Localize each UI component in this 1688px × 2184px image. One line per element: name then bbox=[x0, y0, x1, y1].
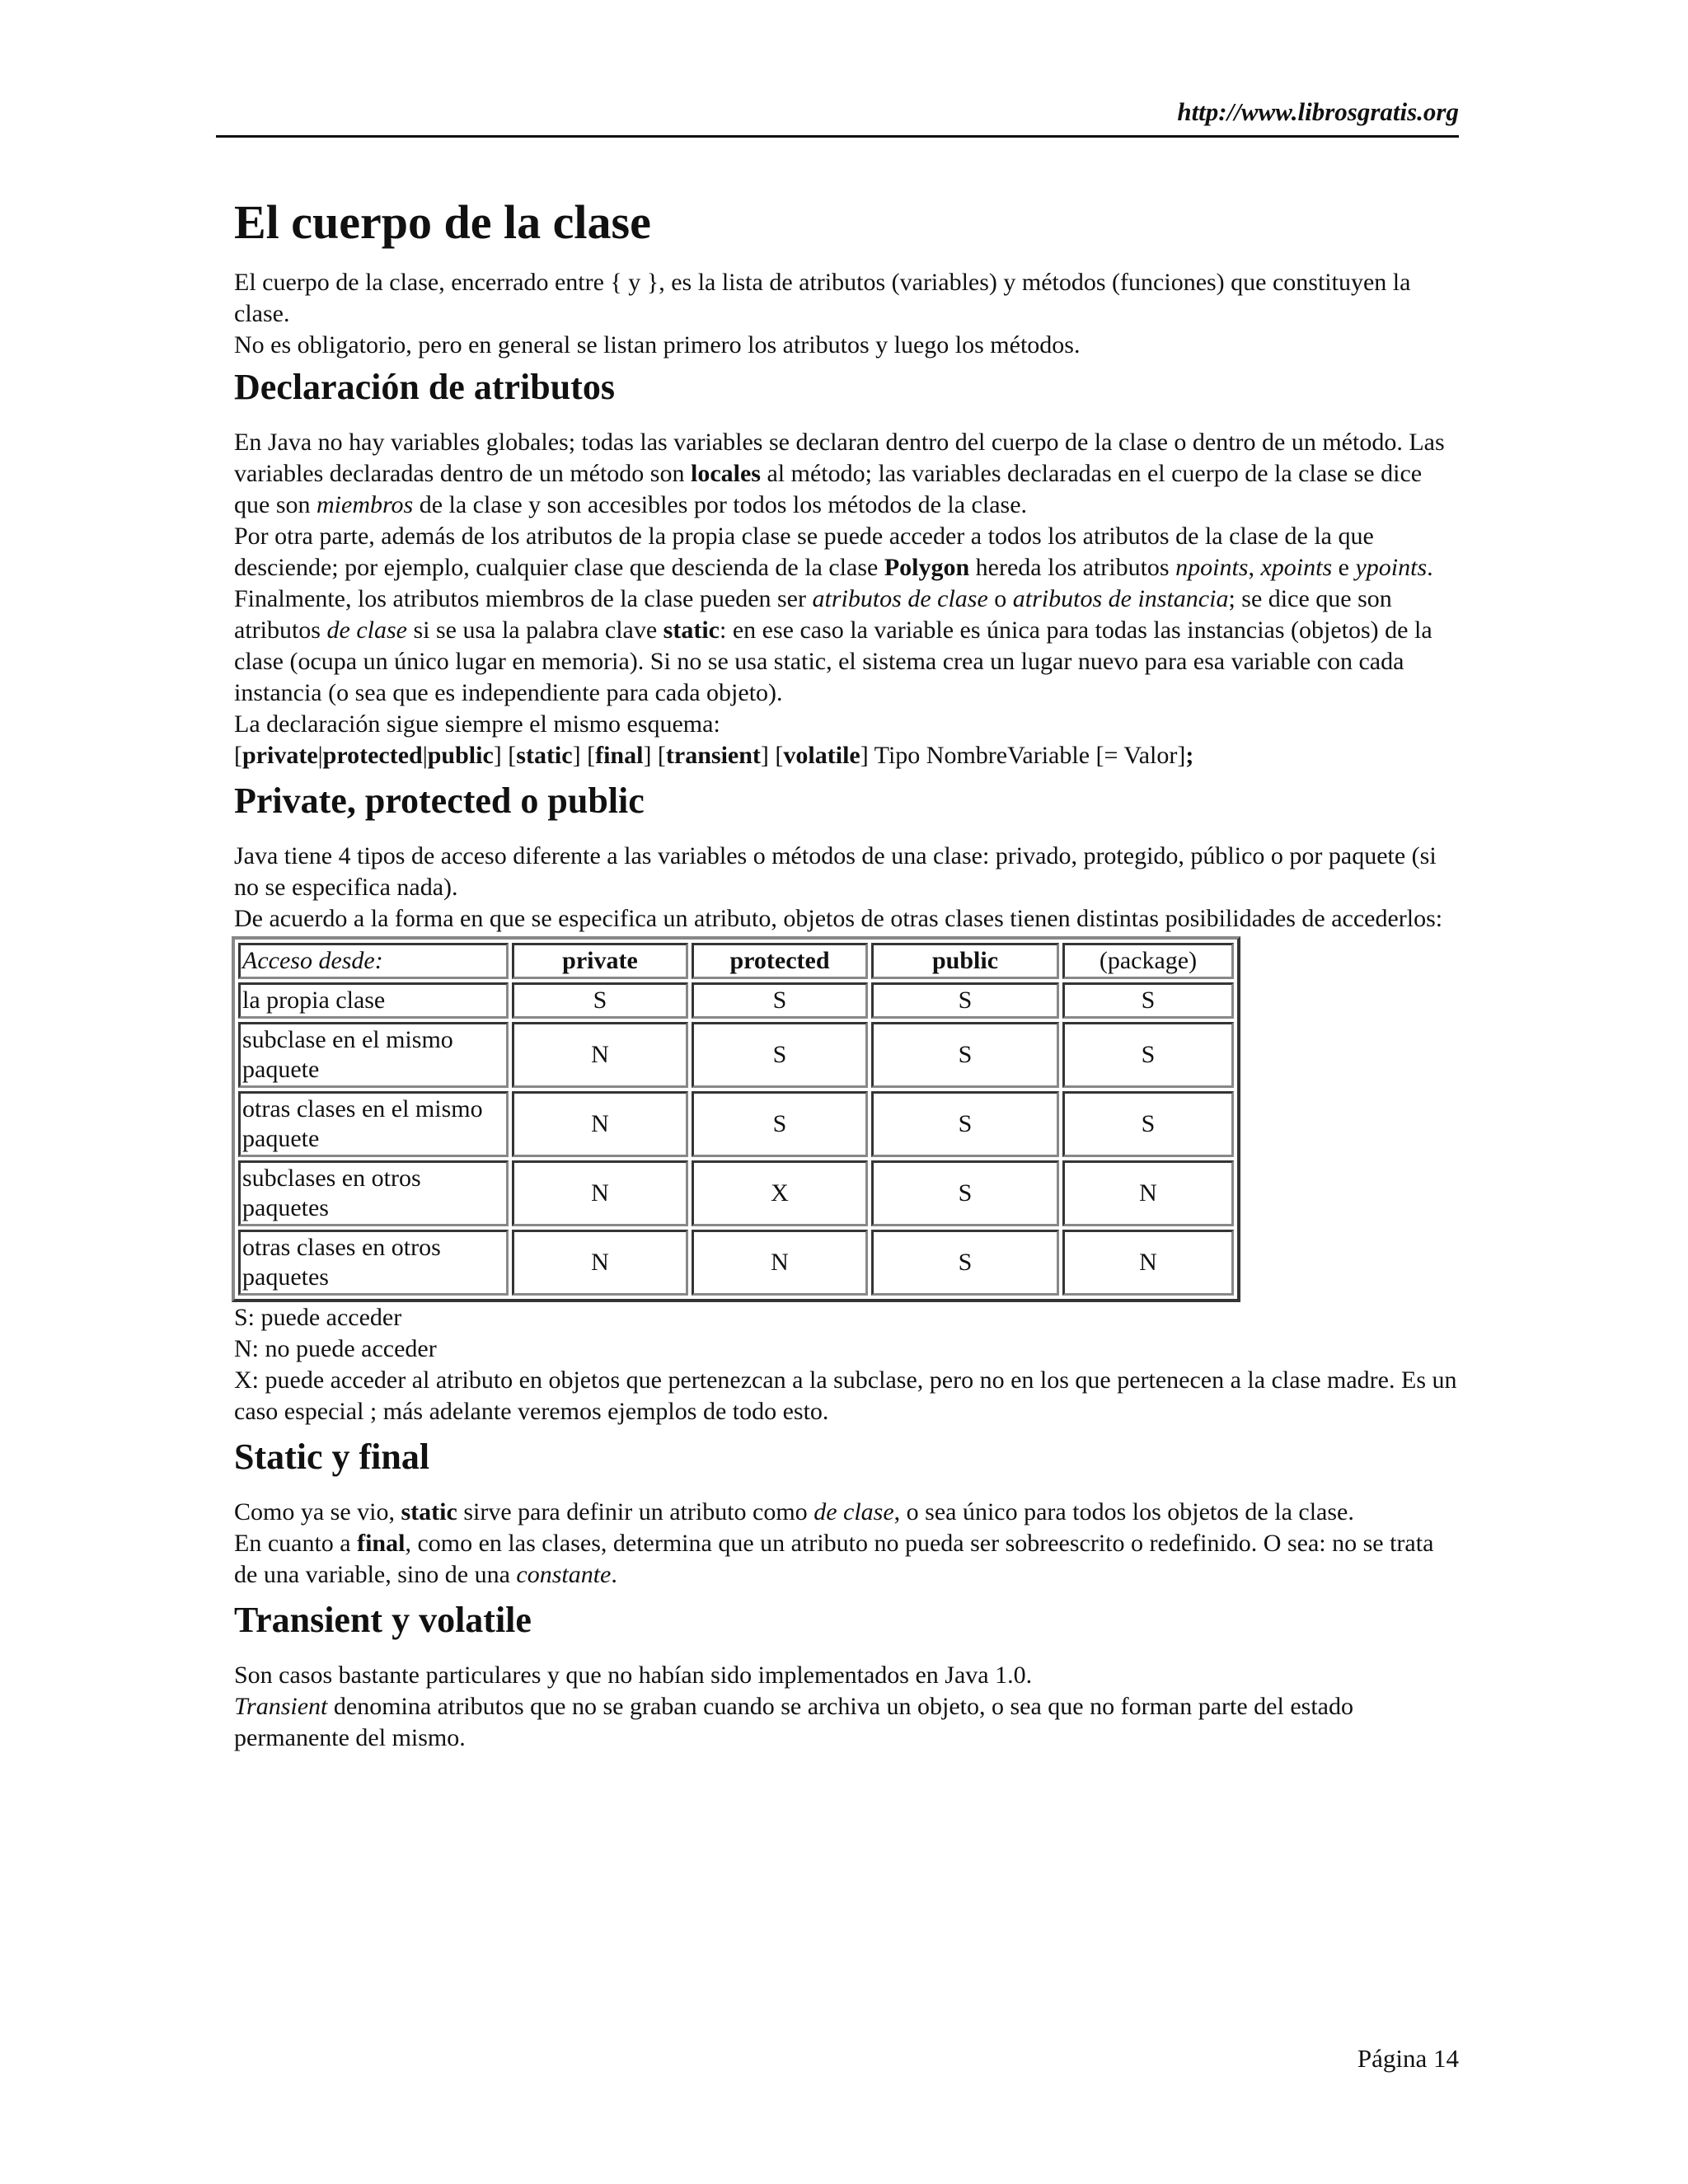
table-cell: S bbox=[692, 1091, 868, 1157]
table-cell: N bbox=[1062, 1230, 1234, 1296]
legend-s: S: puede acceder bbox=[234, 1304, 402, 1331]
table-row bbox=[238, 1091, 1234, 1157]
table-cell: N bbox=[512, 1091, 688, 1157]
table-cell: N bbox=[512, 1230, 688, 1296]
heading-static-final: Static y final bbox=[234, 1436, 430, 1477]
intro-paragraph-1: El cuerpo de la clase, encerrado entre { y }, es la lista de atributos (variables) y métodos (funciones) que constituyen la clase. bbox=[234, 269, 1411, 327]
document-body bbox=[234, 193, 1459, 1754]
decl-paragraph-1: En Java no hay variables globales; todas las variables se declaran dentro del cuerpo de la clase o dentro de un método. Las variables declaradas dentro de un método son locales al método; las variables declaradas en el cuerpo de la clase se dice que son miembros de la clase y son accesibles por todos los métodos de la clase. bbox=[234, 429, 1445, 518]
table-header-row bbox=[238, 943, 1234, 979]
table-row bbox=[238, 1230, 1234, 1296]
table-cell: S bbox=[692, 1022, 868, 1088]
table-cell: N bbox=[692, 1230, 868, 1296]
table-cell: subclases en otros paquetes bbox=[238, 1160, 509, 1226]
heading-transient: Transient y volatile bbox=[234, 1600, 532, 1640]
table-cell: S bbox=[692, 982, 868, 1019]
heading-declaracion: Declaración de atributos bbox=[234, 367, 615, 407]
table-cell: S bbox=[512, 982, 688, 1019]
legend-x: X: puede acceder al atributo en objetos que pertenezcan a la subclase, pero no en los que pertenecen a la clase madre. Es un caso especial ; más adelante veremos ejemplos de todo esto. bbox=[234, 1366, 1457, 1425]
table-header-cell: (package) bbox=[1062, 943, 1234, 979]
decl-paragraph-3: Finalmente, los atributos miembros de la clase pueden ser atributos de clase o atributos de instancia; se dice que son atributos de clase si se usa la palabra clave static: en ese caso la variable es única para todas las instancias (objetos) de la clase (ocupa un único lugar en memoria). Si no se usa static, el sistema crea un lugar nuevo para esa variable con cada instancia (o sea que es independiente para cada objeto). bbox=[234, 585, 1432, 706]
header-divider bbox=[216, 135, 1459, 138]
table-cell: N bbox=[512, 1022, 688, 1088]
table-row bbox=[238, 982, 1234, 1019]
transient-paragraph-1: Son casos bastante particulares y que no habían sido implementados en Java 1.0. bbox=[234, 1661, 1033, 1689]
table-cell: S bbox=[871, 1022, 1059, 1088]
transient-paragraph-2: Transient denomina atributos que no se graban cuando se archiva un objeto, o sea que no forman parte del estado permanente del mismo. bbox=[234, 1693, 1353, 1751]
legend-n: N: no puede acceder bbox=[234, 1335, 437, 1362]
access-paragraph-1: Java tiene 4 tipos de acceso diferente a las variables o métodos de una clase: privado, protegido, público o por paquete (si no se especifica nada). bbox=[234, 842, 1437, 901]
heading-access: Private, protected o public bbox=[234, 780, 645, 821]
table-header-cell: protected bbox=[692, 943, 868, 979]
table-cell: S bbox=[1062, 1022, 1234, 1088]
table-cell: X bbox=[692, 1160, 868, 1226]
table-row bbox=[238, 1022, 1234, 1088]
table-cell: S bbox=[1062, 1091, 1234, 1157]
header-url[interactable]: http://www.librosgratis.org bbox=[1177, 97, 1459, 126]
page-title: El cuerpo de la clase bbox=[234, 195, 651, 249]
table-header-cell: private bbox=[512, 943, 688, 979]
table-cell: S bbox=[871, 1230, 1059, 1296]
table-cell: S bbox=[871, 1160, 1059, 1226]
decl-paragraph-2: Por otra parte, además de los atributos de la propia clase se puede acceder a todos los atributos de la clase de la que desciende; por ejemplo, cualquier clase que descienda de la clase Polygon hereda los atributos npoints, xpoints e ypoints. bbox=[234, 523, 1433, 581]
table-cell: N bbox=[1062, 1160, 1234, 1226]
table-cell: otras clases en el mismo paquete bbox=[238, 1091, 509, 1157]
table-header-cell: Acceso desde: bbox=[238, 943, 509, 979]
declaration-syntax: [private|protected|public] [static] [final] [transient] [volatile] Tipo NombreVariable [= Valor]; bbox=[234, 742, 1194, 769]
table-row bbox=[238, 1160, 1234, 1226]
table-cell: la propia clase bbox=[238, 982, 509, 1019]
access-table bbox=[232, 936, 1240, 1302]
intro-paragraph-2: No es obligatorio, pero en general se listan primero los atributos y luego los métodos. bbox=[234, 331, 1081, 359]
table-header-cell: public bbox=[871, 943, 1059, 979]
page-number: Página 14 bbox=[1357, 2044, 1459, 2073]
static-paragraph-1: Como ya se vio, static sirve para definir un atributo como de clase, o sea único para todos los objetos de la clase. bbox=[234, 1498, 1354, 1526]
access-paragraph-2: De acuerdo a la forma en que se especifica un atributo, objetos de otras clases tienen distintas posibilidades de accederlos: bbox=[234, 905, 1443, 932]
decl-paragraph-4: La declaración sigue siempre el mismo esquema: bbox=[234, 710, 720, 738]
table-cell: S bbox=[1062, 982, 1234, 1019]
table-cell: N bbox=[512, 1160, 688, 1226]
table-cell: S bbox=[871, 1091, 1059, 1157]
table-cell: otras clases en otros paquetes bbox=[238, 1230, 509, 1296]
table-cell: S bbox=[871, 982, 1059, 1019]
table-cell: subclase en el mismo paquete bbox=[238, 1022, 509, 1088]
static-paragraph-2: En cuanto a final, como en las clases, determina que un atributo no pueda ser sobreescrito o redefinido. O sea: no se trata de una variable, sino de una constante. bbox=[234, 1530, 1434, 1588]
